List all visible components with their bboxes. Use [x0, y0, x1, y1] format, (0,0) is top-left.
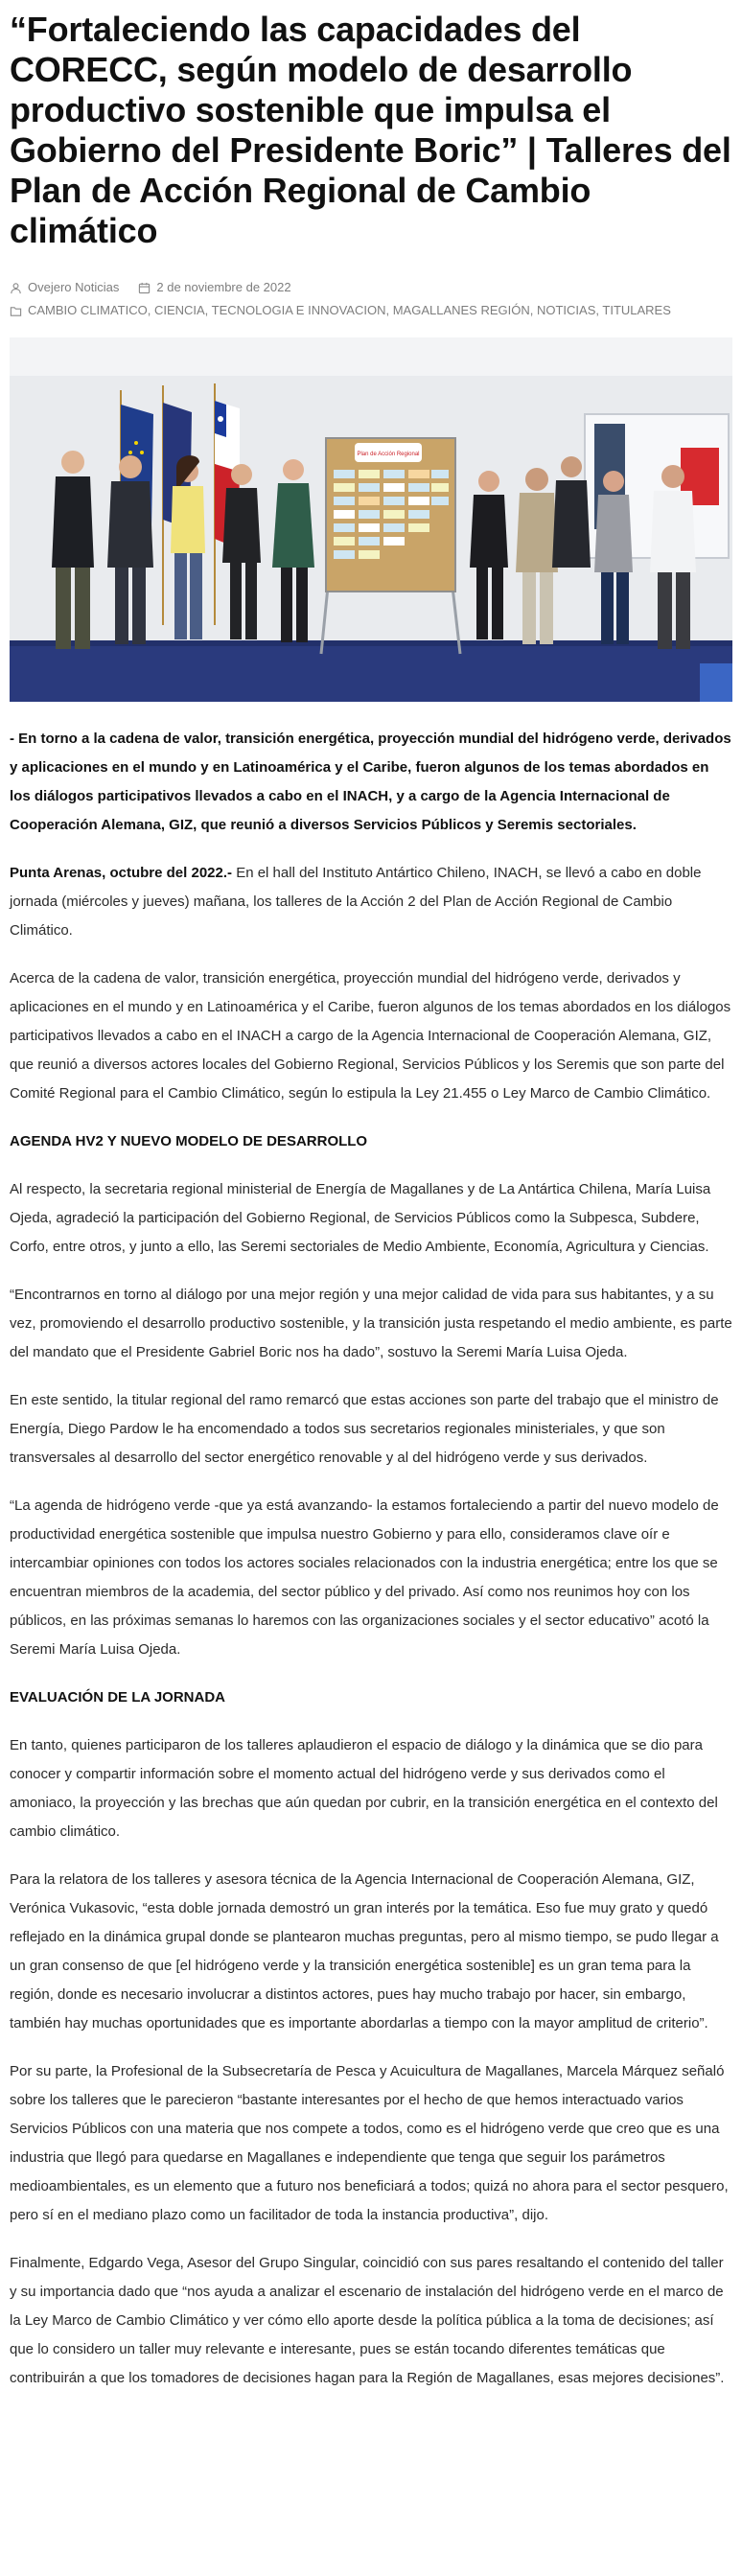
author[interactable] [10, 276, 119, 299]
paragraph: En tanto, quienes participaron de los talleres aplaudieron el espacio de diálogo y la dinámica que se dio para conocer y compartir información sobre el momento actual del hidrógeno verde y sus derivados como el amoniaco, la proyección y las brechas que aún quedan por cubrir, en la transición energética en el contexto del cambio climático. [10, 1737, 718, 1840]
article-body [10, 725, 732, 2393]
paragraph: Para la relatora de los talleres y asesora técnica de la Agencia Internacional de Cooperación Alemana, GIZ, Verónica Vukasovic, “esta doble jornada demostró un gran interés por la temática. Eso fue muy grato y quedó reflejado en la dinámica grupal donde se plantearon muchas preguntas, pero al mismo tiempo, se pudo llegar a un gran consenso de que [el hidrógeno verde y la transición energética sostenible] es un gran tema para la región, donde es necesario involucrar a distintos actores, pues hay mucho trabajo por hacer, sin embargo, también hay muchas oportunidades que es importante abordarlas a tiempo con la mayor amplitud de criterio”. [10, 1871, 719, 2031]
photo-chair [700, 663, 732, 702]
category-link[interactable]: CAMBIO CLIMATICO [28, 303, 148, 317]
category-link[interactable]: NOTICIAS [536, 303, 596, 317]
folder-icon [10, 305, 22, 317]
paragraph [10, 859, 732, 945]
user-icon [10, 282, 22, 294]
paragraph: Al respecto, la secretaria regional ministerial de Energía de Magallanes y de La Antártica Chilena, María Luisa Ojeda, agradeció la participación del Gobierno Regional, de Servicios Públicos como la Subpesca, Subdere, Corfo, entre otros, y junto a ello, las Seremi sectoriales de Medio Ambiente, Economía, Agricultura y Ciencias. [10, 1181, 711, 1255]
paragraph: “Encontrarnos en torno al diálogo por una mejor región y una mejor calidad de vida para sus habitantes, y a su vez, promoviendo el desarrollo productivo sostenible, y la transición justa respetando el medio ambiente, es parte del mandato que el Presidente Gabriel Boric nos ha dado”, sostuvo la Seremi María Luisa Ojeda. [10, 1287, 732, 1360]
categories [10, 299, 732, 322]
calendar-icon [138, 282, 151, 294]
article-lead: - En torno a la cadena de valor, transición energética, proyección mundial del hidrógeno verde, derivados y aplicaciones en el mundo y en Latinoamérica y el Caribe, fueron algunos de los temas abordados en los diálogos participativos llevados a cabo en el INACH, y a cargo de la Agencia Internacional de Cooperación Alemana, GIZ, que reunió a diversos Servicios Públicos y Seremis sectoriales. [10, 731, 731, 833]
featured-photo [10, 337, 732, 702]
date-text: 2 de noviembre de 2022 [156, 280, 291, 294]
paragraph: “La agenda de hidrógeno verde -que ya está avanzando- la estamos fortaleciendo a partir del nuevo modelo de productividad energética sostenible que impulsa nuestro Gobierno y para ello, consideramos clave oír e intercambiar opiniones con todos los actores sociales relacionados con la industria energética; entre los que se encuentran miembros de la academia, del sector público y del privado. Así como nos reunimos hoy con los públicos, en las próximas semanas lo haremos con las organizaciones sociales y el sector educativo” acotó la Seremi María Luisa Ojeda. [10, 1497, 719, 1658]
photo-carpet [10, 640, 732, 702]
paragraph-text: En el hall del Instituto Antártico Chileno, INACH, se llevó a cabo en doble jornada (miércoles y jueves) mañana, los talleres de la Acción 2 del Plan de Acción Regional de Cambio Climático. [10, 865, 702, 939]
category-link[interactable]: MAGALLANES REGIÓN [392, 303, 530, 317]
poster-heading: Plan de Acción Regional [357, 452, 420, 457]
category-link[interactable]: TITULARES [602, 303, 671, 317]
category-list: CAMBIO CLIMATICO, CIENCIA, TECNOLOGIA E INNOVACION, MAGALLANES REGIÓN, NOTICIAS, TITULARES [28, 303, 671, 317]
publish-date [138, 276, 290, 299]
paragraph: Acerca de la cadena de valor, transición energética, proyección mundial del hidrógeno verde, derivados y aplicaciones en el mundo y en Latinoamérica y el Caribe, fueron algunos de los temas abordados en los diálogos participativos llevados a cabo en el INACH a cargo de la Agencia Internacional de Cooperación Alemana, GIZ, que reunió a diversos actores locales del Gobierno Regional, Servicios Públicos y los Seremis que son parte del Comité Regional para el Cambio Climático, según lo estipula la Ley 21.455 o Ley Marco de Cambio Climático. [10, 970, 731, 1102]
category-link[interactable]: CIENCIA, TECNOLOGIA E INNOVACION [153, 303, 386, 317]
dateline: Punta Arenas, octubre del 2022.- [10, 865, 233, 881]
article-title: “Fortaleciendo las capacidades del CORECC, según modelo de desarrollo productivo sostenible que impulsa el Gobierno del Presidente Boric” | Talleres del Plan de Acción Regional de Cambio climático [10, 10, 731, 250]
section-heading: AGENDA HV2 Y NUEVO MODELO DE DESARROLLO [10, 1133, 368, 1149]
paragraph: En este sentido, la titular regional del ramo remarcó que estas acciones son parte del trabajo que el ministro de Energía, Diego Pardow le ha encomendado a todos sus secretarios regionales ministeriales, y que son transversales al desarrollo del sector energético renovable y al del hidrógeno verde y sus derivados. [10, 1392, 719, 1466]
article-meta [10, 276, 732, 322]
section-heading: EVALUACIÓN DE LA JORNADA [10, 1689, 226, 1706]
paragraph: Por su parte, la Profesional de la Subsecretaría de Pesca y Acuicultura de Magallanes, Marcela Márquez señaló sobre los talleres que le parecieron “bastante interesantes por el hecho de que hemos interactuado varios Servicios Públicos con una materia que nos compete a todos, como es el hidrógeno verde que creo que es una industria que llegó para quedarse en Magallanes e independiente que tenga que seguir los parámetros medioambientales, es un elemento que a futuro nos beneficiará a todos; quizá no ahora para el sector pesquero, pero sí en el mediano plazo como un facilitador de toda la instancia productiva”, dijo. [10, 2063, 729, 2223]
author-name[interactable]: Ovejero Noticias [28, 280, 120, 294]
photo-ceiling [10, 337, 732, 376]
meta-row-author-date [10, 276, 732, 299]
paragraph: Finalmente, Edgardo Vega, Asesor del Grupo Singular, coincidió con sus pares resaltando el contenido del taller y su importancia dado que “nos ayuda a analizar el escenario de instalación del hidrógeno verde en el marco de la Ley Marco de Cambio Climático y ver cómo ello aporte desde la política pública a la toma de decisiones; así que lo considero un taller muy relevante e interesante, pues se están tocando diferentes temáticas que contribuirán a que los tomadores de decisiones hagan para la Región de Magallanes, esas mejores decisiones”. [10, 2255, 725, 2386]
